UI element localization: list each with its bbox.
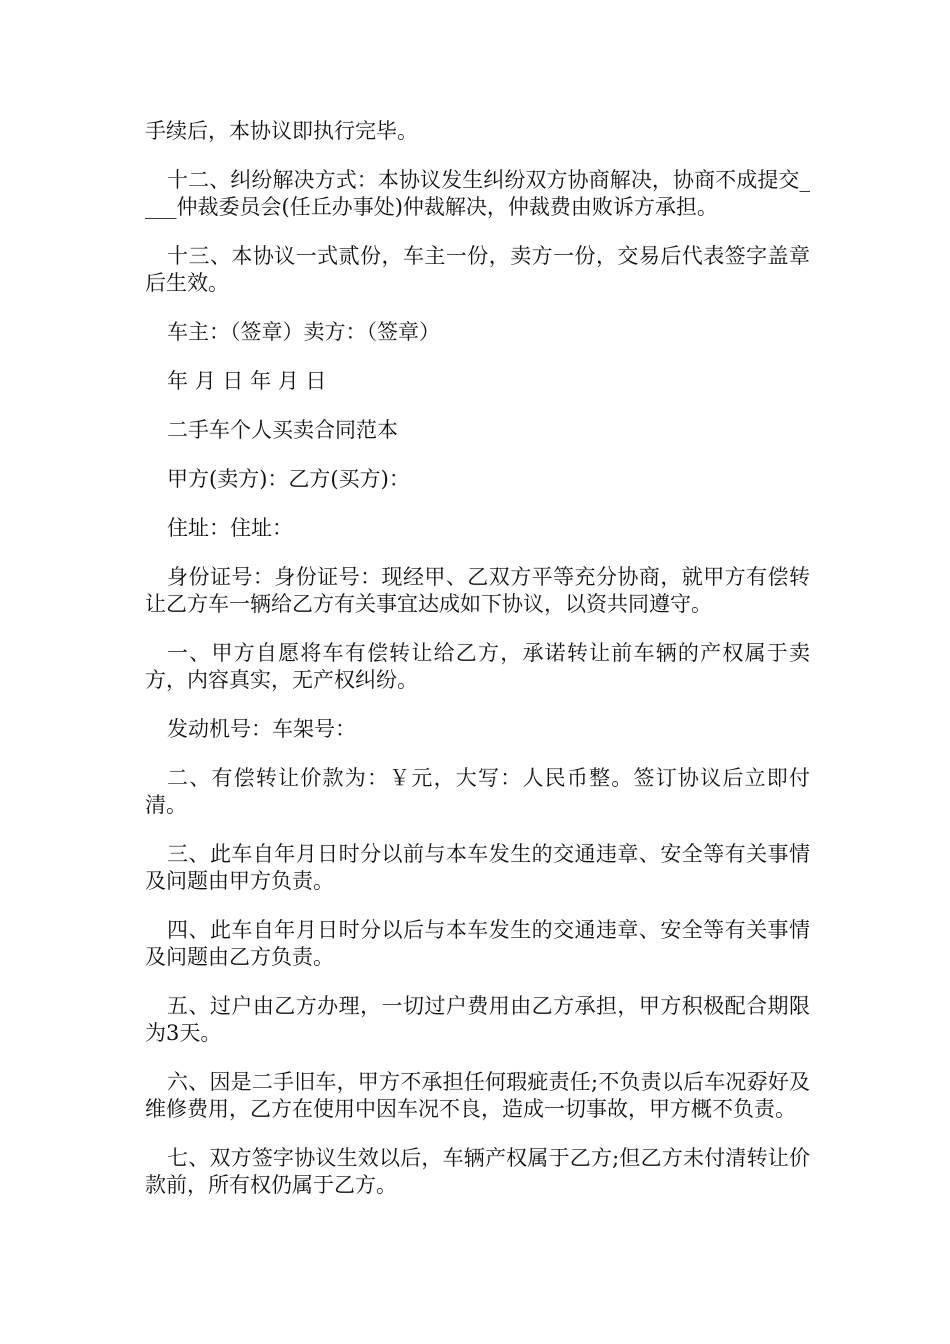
paragraph-id-numbers: 身份证号：身份证号：现经甲、乙双方平等充分协商，就甲方有偿转让乙方车一辆给乙方有关事宜达成如下协议，以资共同遵守。 <box>145 565 810 616</box>
paragraph-engine-frame: 发动机号：车架号： <box>167 717 357 741</box>
paragraph-continuation: 手续后，本协议即执行完毕。 <box>145 119 418 143</box>
clause-2: 二、有偿转让价款为：￥元，大写：人民币整。签订协议后立即付清。 <box>145 766 810 817</box>
clause-4: 四、此车自年月日时分以后与本车发生的交通违章、安全等有关事情及问题由乙方负责。 <box>145 918 810 969</box>
clause-1: 一、甲方自愿将车有偿转让给乙方，承诺转让前车辆的产权属于卖方，内容真实，无产权纠纷。 <box>145 641 810 692</box>
clause-5: 五、过户由乙方办理，一切过户费用由乙方承担，甲方积极配合期限为3天。 <box>145 994 810 1045</box>
document-body <box>145 118 810 1221</box>
clause-3: 三、此车自年月日时分以前与本车发生的交通违章、安全等有关事情及问题由甲方负责。 <box>145 842 810 893</box>
clause-6: 六、因是二手旧车，甲方不承担任何瑕疵责任;不负责以后车况孬好及维修费用，乙方在使用中因车况不良，造成一切事故，甲方概不负责。 <box>145 1070 810 1121</box>
clause-7: 七、双方签字协议生效以后，车辆产权属于乙方;但乙方未付清转让价款前，所有权仍属于乙方。 <box>145 1146 810 1197</box>
paragraph-address: 住址：住址： <box>167 516 294 540</box>
paragraph-parties: 甲方(卖方)：乙方(买方)： <box>167 467 410 491</box>
paragraph-dates: 年 月 日 年 月 日 <box>167 369 327 393</box>
section-title: 二手车个人买卖合同范本 <box>167 418 399 442</box>
paragraph-dispute-resolution: 十二、纠纷解决方式：本协议发生纠纷双方协商解决，协商不成提交____仲裁委员会(任丘办事处)仲裁解决，仲裁费由败诉方承担。 <box>145 168 810 219</box>
paragraph-copies: 十三、本协议一式贰份，车主一份，卖方一份，交易后代表签字盖章后生效。 <box>145 244 810 295</box>
paragraph-signatures: 车主：（签章）卖方：（签章） <box>167 320 441 344</box>
